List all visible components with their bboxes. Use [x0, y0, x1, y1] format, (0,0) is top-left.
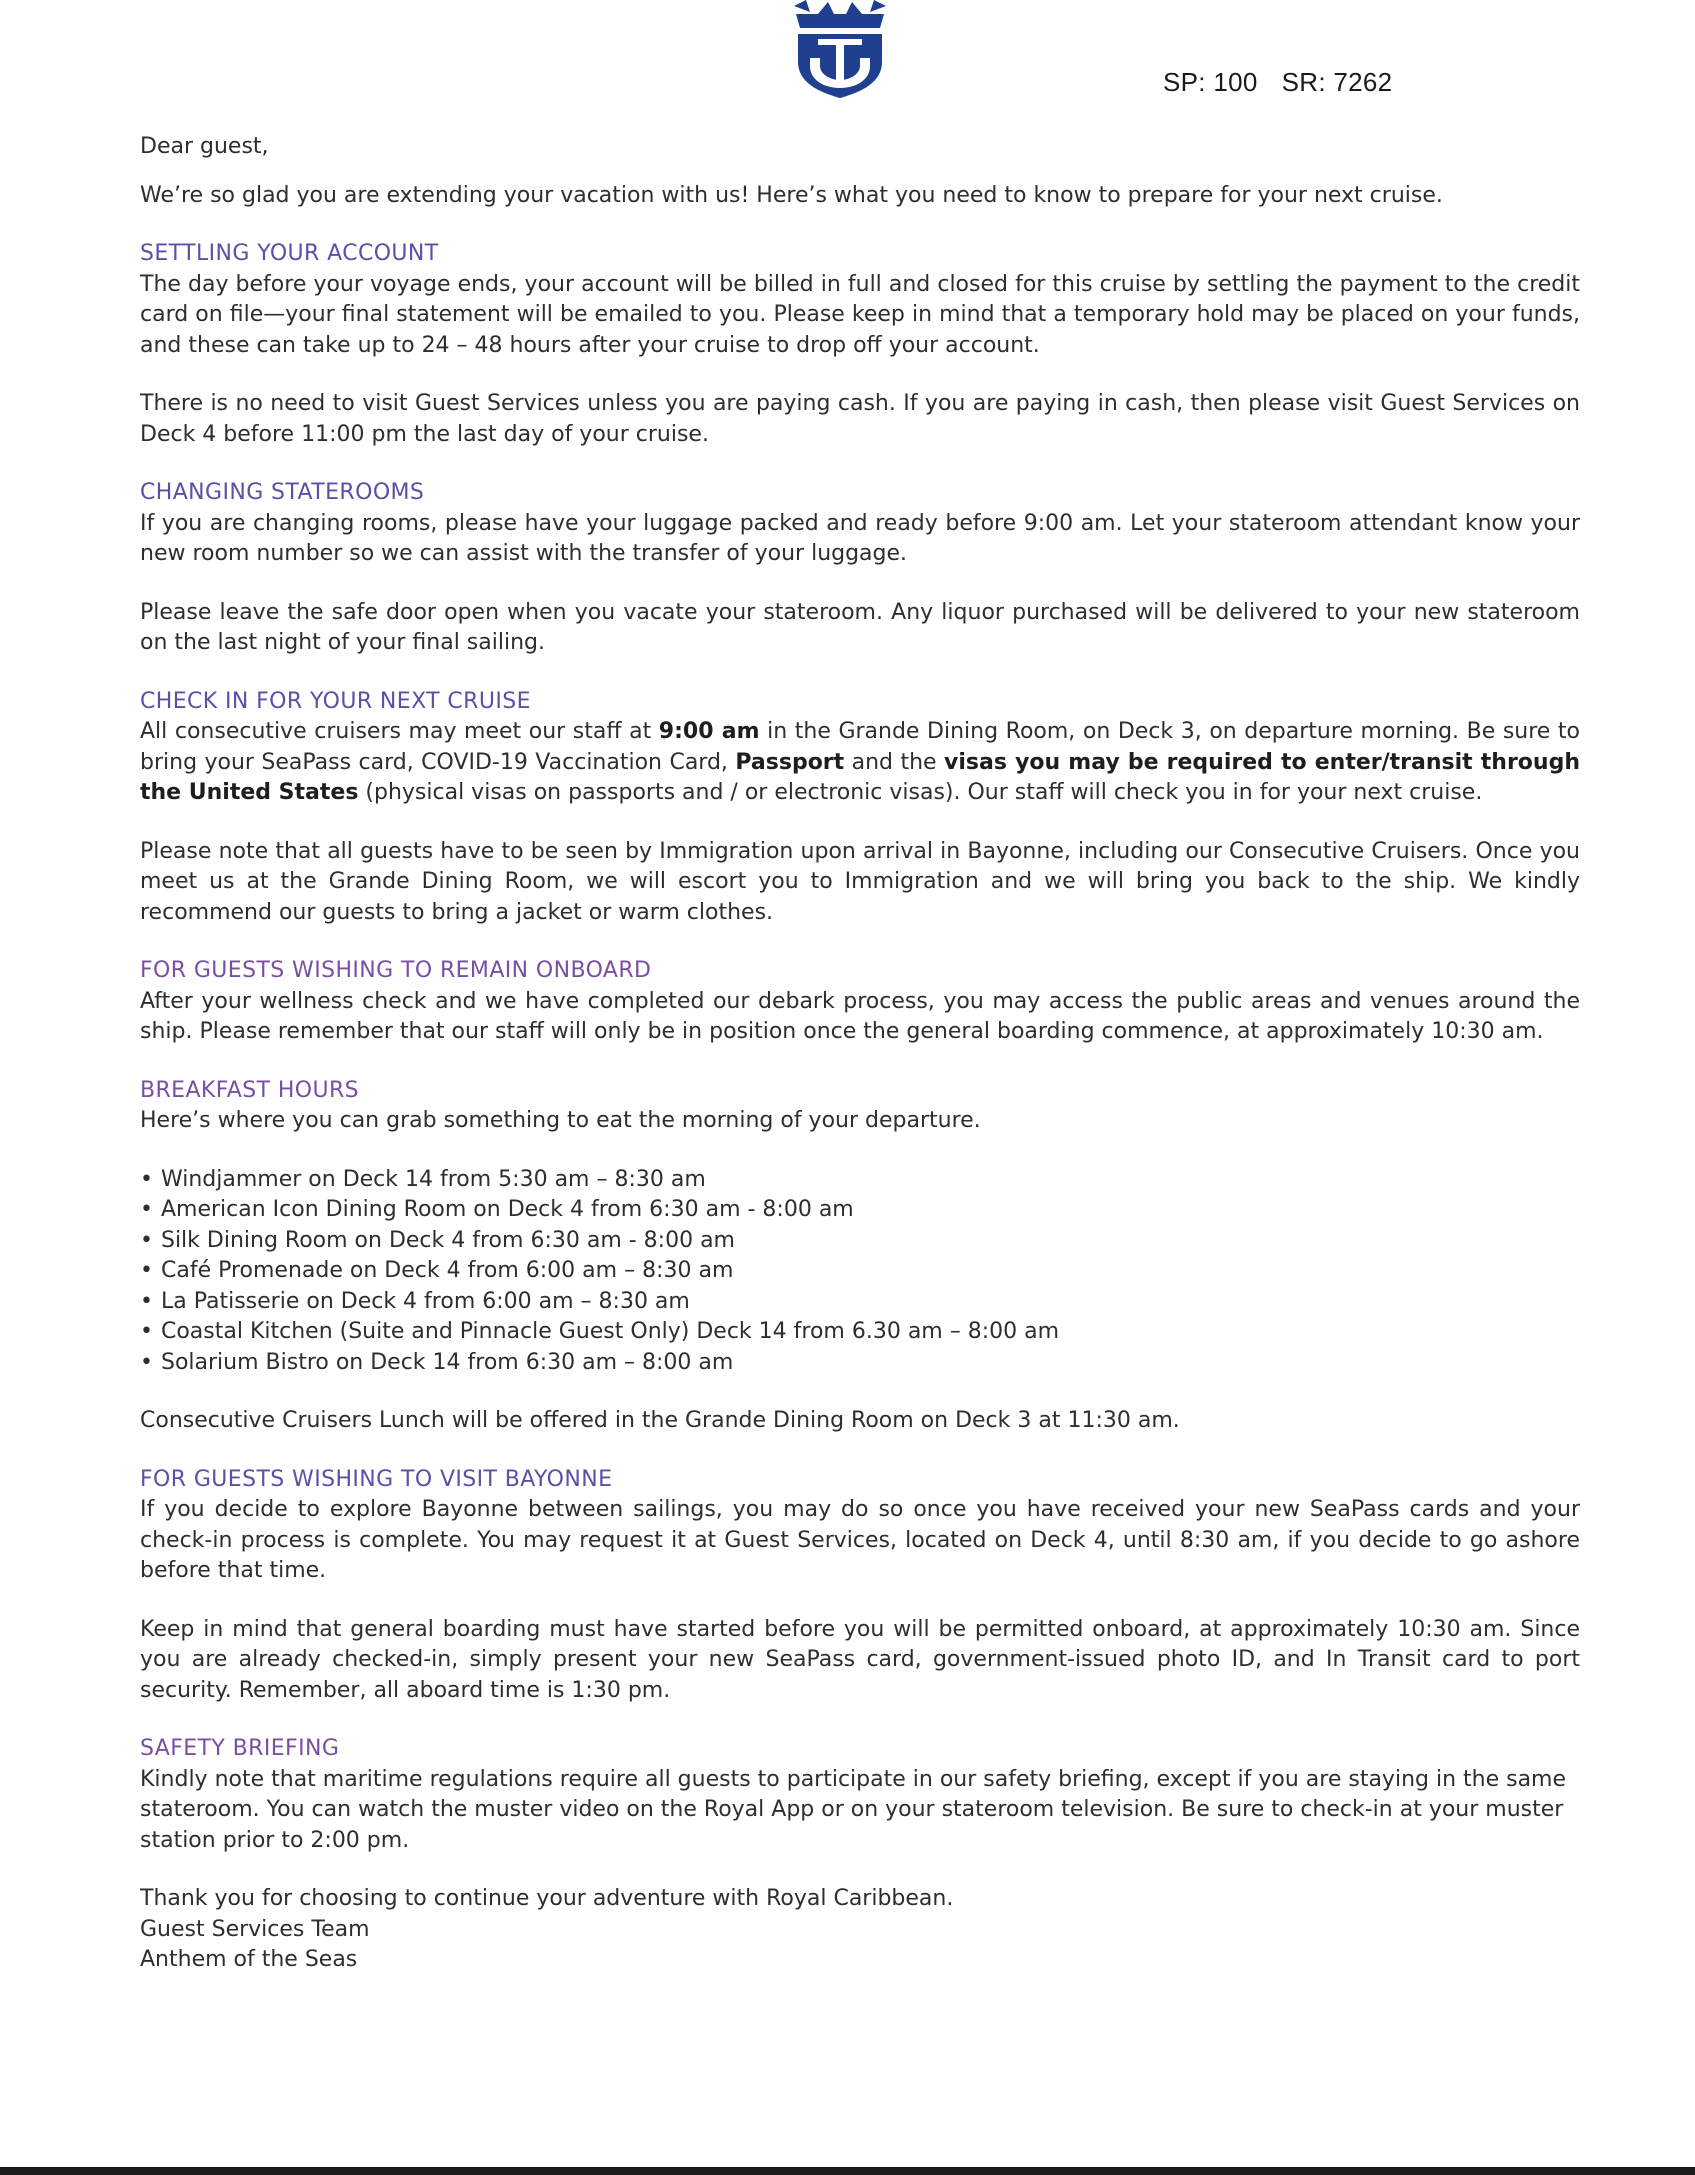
list-item: • Coastal Kitchen (Suite and Pinnacle Guest Only) Deck 14 from 6.30 am – 8:00 am [140, 1317, 1580, 1348]
safety-paragraph: Kindly note that maritime regulations require all guests to participate in our safety briefing, except if you are staying in the same stateroom. You can watch the muster video on the Royal App or on your stateroom television. Be sure to check-in at your muster station prior to 2:00 pm. [140, 1766, 1567, 1853]
signature-block [140, 1884, 1580, 1976]
breakfast-intro: Here’s where you can grab something to eat the morning of your departure. [140, 1108, 981, 1133]
list-item: • La Patisserie on Deck 4 from 6:00 am – 8:30 am [140, 1287, 1580, 1318]
scan-edge-bar [0, 2167, 1695, 2175]
closing-team: Guest Services Team [140, 1916, 370, 1942]
sp-code: SP: 100 [1163, 67, 1258, 97]
reference-codes [1163, 67, 1392, 98]
lunch-paragraph: Consecutive Cruisers Lunch will be offered in the Grande Dining Room on Deck 3 at 11:30 am. [140, 1408, 1180, 1433]
intro-paragraph: We’re so glad you are extending your vacation with us! Here’s what you need to know to prepare for your next cruise. [140, 182, 1443, 208]
visit-paragraph-2: Keep in mind that general boarding must have started before you will be permitted onboard, at approximately 10:30 am. Since you are already checked-in, simply present your new SeaPass card, government-issued photo ID, and In Transit card to port security. Remember, all aboard time is 1:30 pm. [140, 1616, 1580, 1703]
settling-paragraph-2: There is no need to visit Guest Services unless you are paying cash. If you are paying in cash, then please visit Guest Services on Deck 4 before 11:00 pm the last day of your cruise. [140, 391, 1580, 447]
checkin-paragraph-2: Please note that all guests have to be seen by Immigration upon arrival in Bayonne, including our Consecutive Cruisers. Once you meet us at the Grande Dining Room, we will escort you to Immigration and we will bring you back to the ship. We kindly recommend our guests to bring a jacket or warm clothes. [140, 838, 1580, 925]
list-item: • Solarium Bistro on Deck 14 from 6:30 am – 8:00 am [140, 1348, 1580, 1379]
breakfast-list [140, 1165, 1580, 1379]
heading-settling-account: SETTLING YOUR ACCOUNT [140, 241, 439, 266]
checkin-text-c: in the Grande Dining Room, on Deck 3, on departure morning. Be sure to bring your SeaPass card, COVID-19 Vaccination Card, [140, 719, 1581, 775]
list-item: • Windjammer on Deck 14 from 5:30 am – 8:30 am [140, 1165, 1580, 1196]
list-item: • Café Promenade on Deck 4 from 6:00 am – 8:30 am [140, 1256, 1580, 1287]
heading-visit-bayonne: FOR GUESTS WISHING TO VISIT BAYONNE [140, 1466, 613, 1492]
changing-paragraph-1: If you are changing rooms, please have your luggage packed and ready before 9:00 am. Let your stateroom attendant know your new room number so we can assist with the transfer of your luggage. [140, 510, 1580, 566]
closing-thanks: Thank you for choosing to continue your adventure with Royal Caribbean. [140, 1886, 954, 1911]
heading-remain-onboard: FOR GUESTS WISHING TO REMAIN ONBOARD [140, 958, 652, 983]
heading-check-in: CHECK IN FOR YOUR NEXT CRUISE [140, 688, 531, 714]
checkin-visas: visas you may be required to enter/transit through the United States [140, 749, 1580, 805]
heading-changing-staterooms: CHANGING STATEROOMS [140, 480, 425, 505]
letter-body [140, 132, 1580, 1976]
checkin-time: 9:00 am [658, 719, 760, 744]
checkin-paragraph-1 [140, 717, 1580, 809]
settling-paragraph-1: The day before your voyage ends, your account will be billed in full and closed for this cruise by settling the payment to the credit card on file—your final statement will be emailed to you. Please keep in mind that a temporary hold may be placed on your funds, and these can take up to 24 – 48 hours after your cruise to drop off your account. [140, 271, 1580, 358]
heading-breakfast-hours: BREAKFAST HOURS [140, 1077, 360, 1103]
list-item: • American Icon Dining Room on Deck 4 from 6:30 am - 8:00 am [140, 1195, 1580, 1226]
changing-paragraph-2: Please leave the safe door open when you vacate your stateroom. Any liquor purchased will be delivered to your new stateroom on the last night of your final sailing. [140, 599, 1580, 655]
checkin-passport: Passport [735, 749, 845, 775]
greeting: Dear guest, [140, 134, 269, 159]
checkin-text-g: (physical visas on passports and / or electronic visas). Our staff will check you in for your next cruise. [358, 780, 1483, 805]
heading-safety-briefing: SAFETY BRIEFING [140, 1736, 340, 1761]
checkin-text-e: and the [844, 749, 945, 775]
visit-paragraph-1: If you decide to explore Bayonne between sailings, you may do so once you have received your new SeaPass cards and your check-in process is complete. You may request it at Guest Services, located on Deck 4, until 8:30 am, if you decide to go ashore before that time. [140, 1497, 1580, 1583]
list-item: • Silk Dining Room on Deck 4 from 6:30 am - 8:00 am [140, 1226, 1580, 1257]
crown-anchor-icon [792, 0, 888, 100]
checkin-text-a: All consecutive cruisers may meet our staff at [140, 719, 659, 744]
closing-ship: Anthem of the Seas [140, 1947, 358, 1972]
remain-paragraph: After your wellness check and we have completed our debark process, you may access the public areas and venues around the ship. Please remember that our staff will only be in position once the general boarding commence, at approximately 10:30 am. [140, 988, 1580, 1044]
sr-code: SR: 7262 [1281, 67, 1393, 97]
